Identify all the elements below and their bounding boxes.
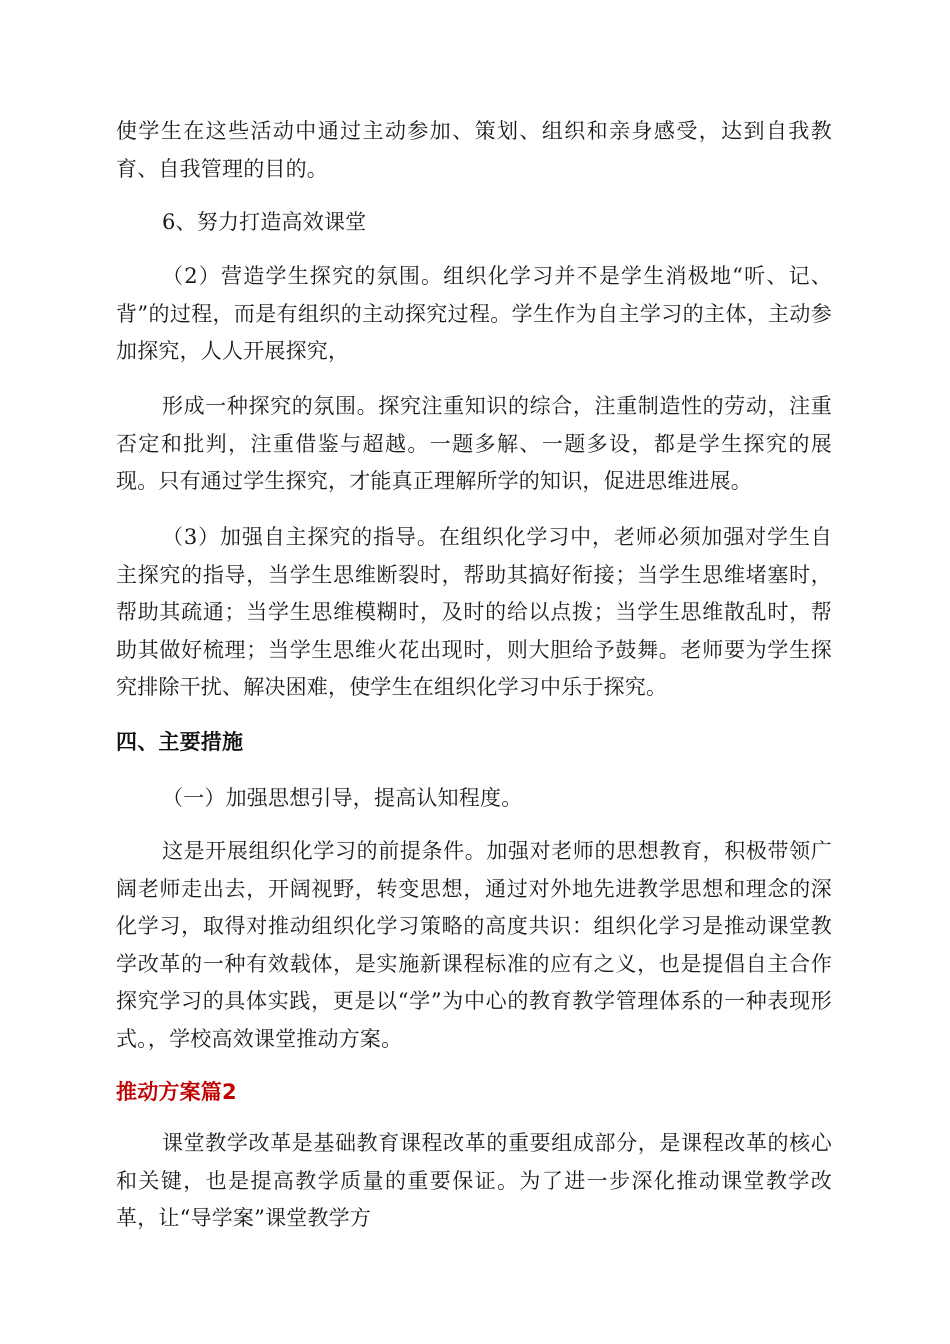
paragraph-inquiry-guidance: （3）加强自主探究的指导。在组织化学习中，老师必须加强对学生自主探究的指导，当学生思维断裂时，帮助其搞好衔接；当学生思维堵塞时，帮助其疏通；当学生思维模糊时，及时的给以点拨；当学生思维散乱时，帮助其做好梳理；当学生思维火花出现时，则大胆给予鼓舞。老师要为学生探究排除干扰、解决困难，使学生在组织化学习中乐于探究。: [116, 525, 832, 699]
section-heading-main-measures: 四、主要措施: [116, 730, 244, 754]
section-heading-plan-2: 推动方案篇2: [116, 1080, 237, 1104]
paragraph-heading-efficient-classroom: 6、努力打造高效课堂: [162, 210, 367, 234]
paragraph-inquiry-atmosphere: （2）营造学生探究的氛围。组织化学习并不是学生消极地“听、记、背”的过程，而是有组织的主动探究过程。学生作为自主学习的主体，主动参加探究，人人开展探究，: [116, 264, 832, 363]
paragraph-inquiry-continued: 形成一种探究的氛围。探究注重知识的综合，注重制造性的劳动，注重否定和批判，注重借鉴与超越。一题多解、一题多设，都是学生探究的展现。只有通过学生探究，才能真正理解所学的知识，促进思维进展。: [116, 394, 832, 493]
paragraph-classroom-reform: 课堂教学改革是基础教育课程改革的重要组成部分，是课程改革的核心和关键，也是提高教学质量的重要保证。为了进一步深化推动课堂教学改革，让“导学案”课堂教学方: [116, 1131, 832, 1230]
paragraph-activities: 使学生在这些活动中通过主动参加、策划、组织和亲身感受，达到自我教育、自我管理的目的。: [116, 119, 832, 181]
paragraph-premise: 这是开展组织化学习的前提条件。加强对老师的思想教育，积极带领广阔老师走出去，开阔视野，转变思想，通过对外地先进教学思想和理念的深化学习，取得对推动组织化学习策略的高度共识：组织化学习是推动课堂教学改革的一种有效载体，是实施新课程标准的应有之义，也是提倡自主合作探究学习的具体实践，更是以“学”为中心的教育教学管理体系的一种表现形式。，学校高效课堂推动方案。: [116, 839, 832, 1051]
paragraph-subheading-thought-guidance: （一）加强思想引导，提高认知程度。: [162, 786, 523, 810]
